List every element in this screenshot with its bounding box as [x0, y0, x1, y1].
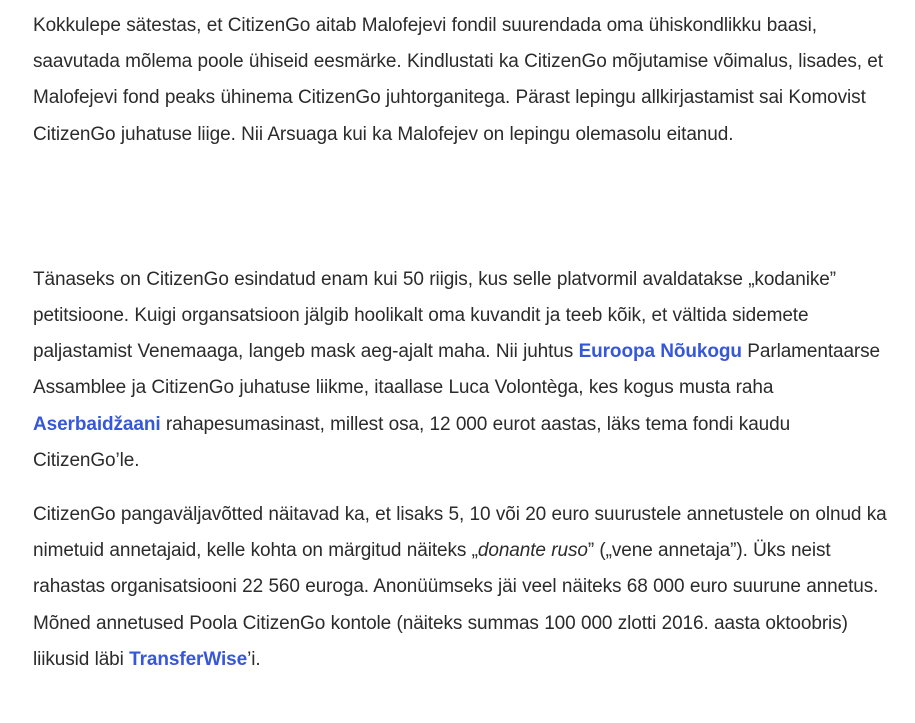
article-body [33, 8, 893, 678]
paragraph-text: rahapesumasinast, millest osa, 12 000 eurot aastas, läks tema fondi kaudu CitizenGo’le. [33, 413, 791, 471]
link-transferwise[interactable]: TransferWise [129, 648, 248, 670]
paragraph-text: Parlamentaarse Assamblee ja CitizenGo juhatuse liikme, itaallase Luca Volontèga, kes kogus musta raha [33, 341, 881, 399]
paragraph-text: CitizenGo pangaväljavõtted näitavad ka, et lisaks 5, 10 või 20 euro suurustele annetustele on olnud ka nimetuid annetajaid, kelle kohta on märgitud näiteks „ [33, 504, 887, 562]
link-euroopa-noukogu[interactable]: Euroopa Nõukogu [578, 341, 742, 363]
emphasis-donante-ruso: donante ruso [477, 540, 588, 562]
paragraph-text: ’i. [247, 648, 261, 670]
paragraph-text: Tänaseks on CitizenGo esindatud enam kui 50 riigis, kus selle platvormil avaldatakse „kodanike” petitsioone. Kuigi organsatsioon jälgib hoolikalt oma kuvandit ja teeb kõik, et vältida sidemete paljastamist Venemaaga, langeb mask aeg-ajalt maha. Nii juhtus [33, 268, 836, 363]
paragraph-bank-statements [33, 497, 893, 678]
link-aserbaidzaani[interactable]: Aserbaidžaani [33, 413, 161, 435]
paragraph-agreement: Kokkulepe sätestas, et CitizenGo aitab Malofejevi fondil suurendada oma ühiskondlikku baasi, saavutada mõlema poole ühiseid eesmärke. Kindlustati ka CitizenGo mõjutamise võimalus, lisades, et Malofejevi fond peaks ühinema CitizenGo juhtorganitega. Pärast lepingu allkirjastamist sai Komovist CitizenGo juhatuse liige. Nii Arsuaga kui ka Malofejev on lepingu olemasolu eitanud. [33, 15, 883, 145]
paragraph-text: ” („vene annetaja”). Üks neist rahastas organisatsiooni 22 560 euroga. Anonüümseks jäi veel näiteks 68 000 euro suurune annetus. Mõned annetused Poola CitizenGo kontole (näiteks summas 100 000 zlotti 2016. aasta oktoobris) liikusid läbi [33, 540, 879, 670]
paragraph-citizengo-presence [33, 262, 893, 479]
